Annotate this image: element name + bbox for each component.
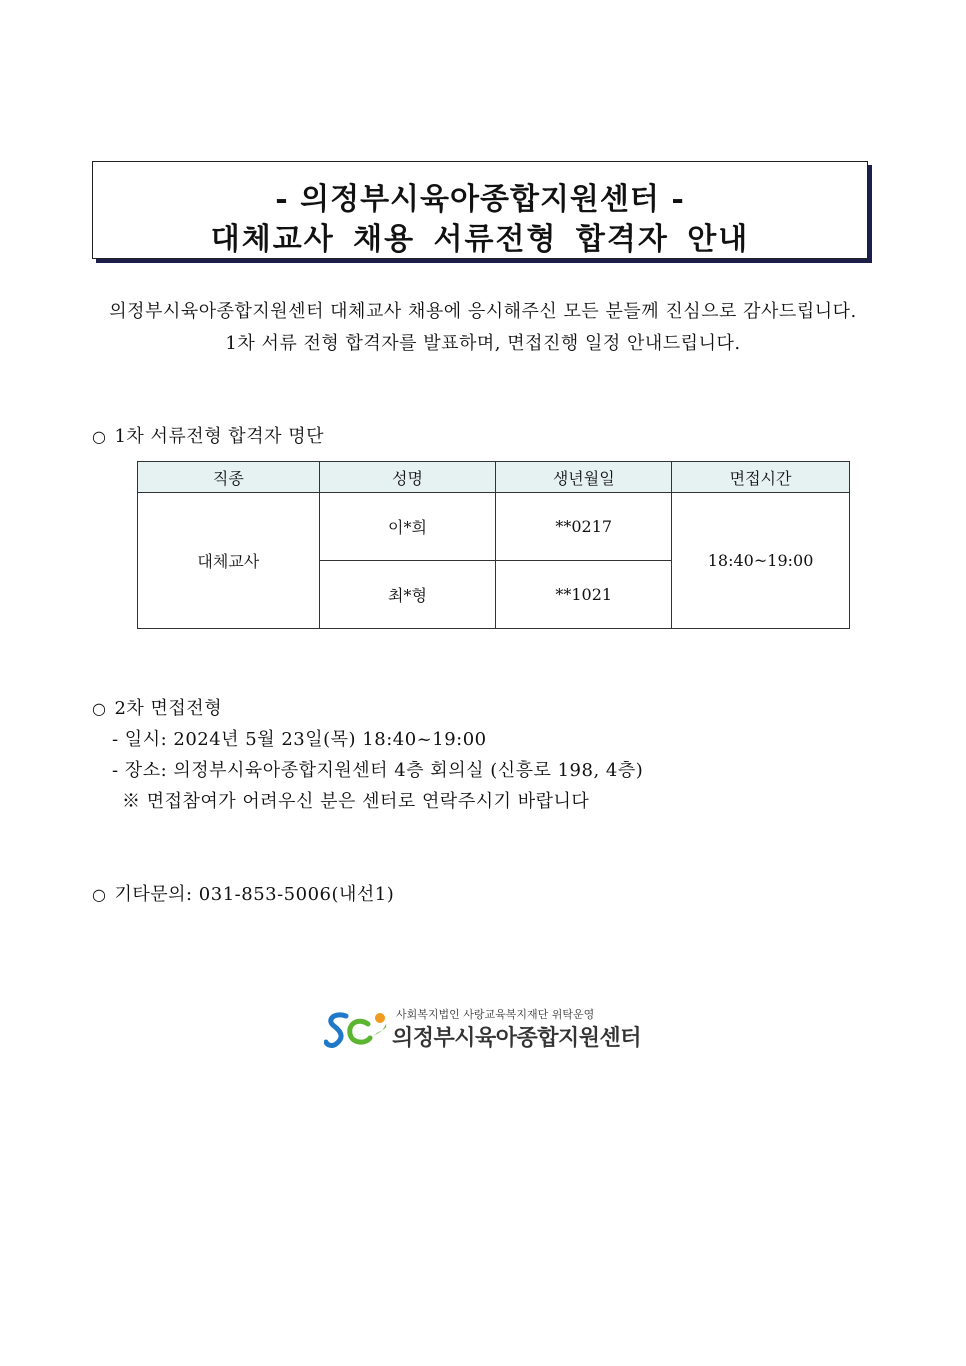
header-interview-time: 면접시간 [672,462,850,493]
table-header-row [138,462,850,493]
header-birth: 생년월일 [496,462,672,493]
section1-heading [92,422,324,448]
circle-bullet-icon: ○ [92,885,107,904]
page-title-line2: 대체교사 채용 서류전형 합격자 안내 [210,222,750,257]
logo-subtitle: 사회복지법인 사랑교육복지재단 위탁운영 [396,1008,595,1021]
section3-heading [92,880,394,906]
circle-bullet-icon: ○ [92,427,107,446]
cell-name: 이*희 [319,493,496,561]
section2-heading [92,694,222,720]
interview-place: - 장소: 의정부시육아종합지원센터 4층 회의실 (신흥로 198, 4층) [112,760,644,781]
interview-date: - 일시: 2024년 5월 23일(목) 18:40~19:00 [112,729,487,750]
logo-name: 의정부시육아종합지원센터 [392,1026,642,1051]
cell-birth: **0217 [496,493,672,561]
cell-birth: **1021 [496,561,672,629]
section1-heading-text: 1차 서류전형 합격자 명단 [114,426,324,447]
interview-note: ※ 면접참여가 어려우신 분은 센터로 연락주시기 바랍니다 [122,791,590,812]
page-title-line1: - 의정부시육아종합지원센터 - [275,182,685,217]
table-row [138,493,850,561]
title-box [92,161,868,259]
cell-name: 최*형 [319,561,496,629]
intro-line2: 1차 서류 전형 합격자를 발표하며, 면접진행 일정 안내드립니다. [225,333,741,354]
cell-interview-time: 18:40~19:00 [672,493,850,629]
intro-line1: 의정부시육아종합지원센터 대체교사 채용에 응시해주신 모든 분들께 진심으로 감사드립니다. [109,301,857,322]
contact-info: 기타문의: 031-853-5006(내선1) [114,884,395,905]
cell-job: 대체교사 [138,493,320,629]
center-logo [324,1006,644,1052]
logo-mark-icon [324,1008,390,1050]
circle-bullet-icon: ○ [92,699,107,718]
section2-heading-text: 2차 면접전형 [114,698,223,719]
header-job: 직종 [138,462,320,493]
header-name: 성명 [319,462,496,493]
passer-table [137,461,850,629]
